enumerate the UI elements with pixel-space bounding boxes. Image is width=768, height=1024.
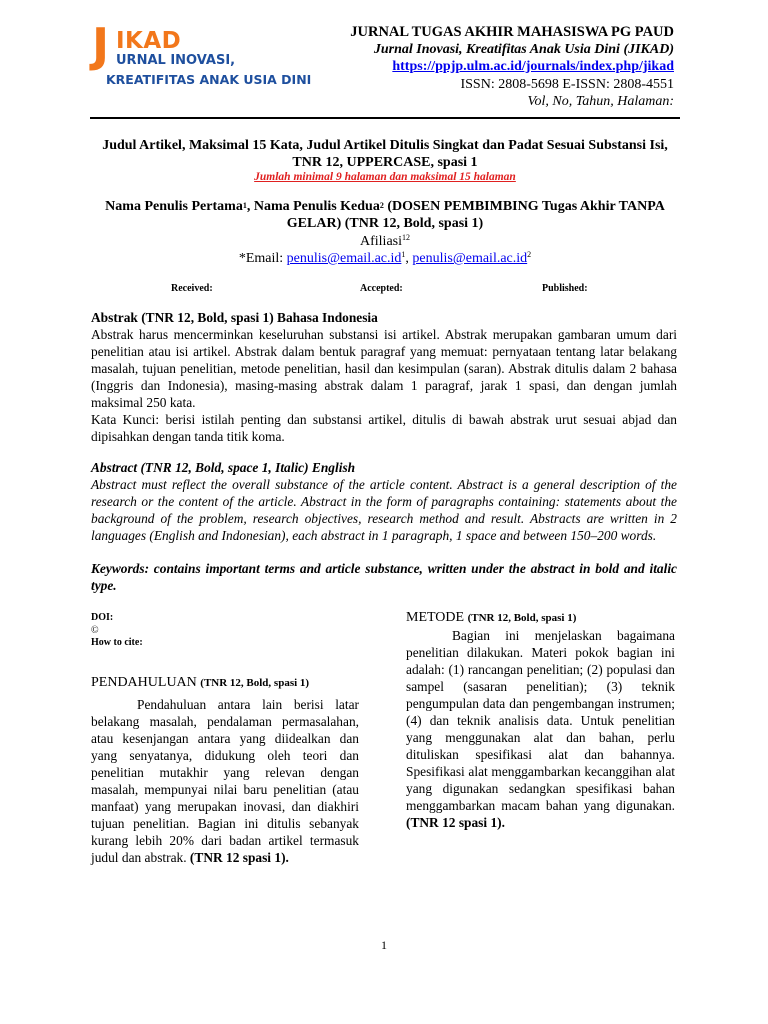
received-label: Received: (171, 283, 213, 294)
email-1-sup: 1 (401, 250, 406, 259)
page-count-note: Jumlah minimal 9 halaman dan maksimal 15 halaman (254, 171, 516, 183)
pendahuluan-text: Pendahuluan antara lain berisi latar belakang masalah, pendalaman permasalahan, atau kesenjangan antara yang diidealkan dan yang senyatanya, didukung oleh teori dan penelitian mutakhir yang relevan dengan masalah, mempunyai nilai baru penelitian (atau manfaat) yang merupakan inovasi, dan diakhiri tujuan penelitian. Bagian ini ditulis sebanyak kurang lebih 20% dari badan artikel termasuk judul dan abstrak. (91, 697, 359, 865)
journal-name: JURNAL TUGAS AKHIR MAHASISWA PG PAUD (350, 24, 674, 40)
email-link-2[interactable]: penulis@email.ac.id (412, 251, 528, 266)
logo-line-3: KREATIFITAS ANAK USIA DINI (106, 72, 312, 87)
journal-subtitle: Jurnal Inovasi, Kreatifitas Anak Usia Dini (JIKAD) (373, 42, 674, 57)
logo-letter: J (92, 18, 110, 72)
metode-body (406, 627, 675, 831)
email-line (90, 251, 680, 267)
email-label: *Email: (238, 251, 287, 266)
pendahuluan-body (91, 696, 359, 866)
abstrak-heading: Abstrak (TNR 12, Bold, spasi 1) Bahasa Indonesia (91, 310, 378, 325)
author-note: (DOSEN PEMBIMBING Tugas Akhir TANPA GELAR) (TNR 12, Bold, spasi 1) (286, 199, 665, 231)
email-2-sup: 2 (527, 250, 532, 259)
author-line (90, 198, 680, 232)
logo-line-2: URNAL INOVASI, (116, 53, 236, 68)
journal-logo (92, 18, 312, 98)
kata-kunci: Kata Kunci: berisi istilah penting dan substansi artikel, ditulis di bawah abstrak urut sesuai abjad dan dipisahkan dengan tanda titik koma. (91, 412, 677, 444)
author-2: , Nama Penulis Kedua (246, 199, 380, 214)
article-title: Judul Artikel, Maksimal 15 Kata, Judul Artikel Ditulis Singkat dan Padat Sesuai Substansi Isi, TNR 12, UPPERCASE, spasi 1 (102, 138, 668, 170)
abstract-body: Abstract must reflect the overall substance of the article content. Abstract is a general description of the research or the content of the article. Abstract in the form of paragraphs containing: statements about the background of the problem, research objectives, research method and result. Abstracts are written in 2 languages (English and Indonesian), each abstract in 1 paragraph, 1 space and between 150–200 words. (91, 477, 677, 543)
issn-line: ISSN: 2808-5698 E-ISSN: 2808-4551 (460, 77, 674, 92)
pendahuluan-title: PENDAHULUAN (91, 675, 197, 690)
volume-line: Vol, No, Tahun, Halaman: (527, 94, 674, 109)
how-to-cite-label: How to cite: (91, 637, 143, 648)
pendahuluan-tag: (TNR 12, Bold, spasi 1) (200, 677, 310, 689)
published-label: Published: (542, 283, 588, 294)
affiliation-sup: 12 (402, 233, 410, 242)
accepted-label: Accepted: (360, 283, 403, 294)
metode-note: (TNR 12 spasi 1). (406, 815, 505, 830)
metode-title: METODE (406, 610, 465, 625)
header-divider (90, 117, 680, 119)
page-number: 1 (381, 938, 387, 952)
pendahuluan-heading (91, 675, 309, 691)
journal-url-link[interactable]: https://ppjp.ulm.ac.id/journals/index.php/jikad (392, 59, 674, 74)
abstract-heading: Abstract (TNR 12, Bold, space 1, Italic) English (91, 460, 356, 475)
copyright-symbol: © (91, 625, 99, 636)
author-1-sup: 1 (242, 201, 247, 210)
metode-text: Bagian ini menjelaskan bagaimana penelitian dilakukan. Materi pokok bagian ini adalah: (1) rancangan penelitian; (2) populasi dan sampel (sasaran penelitian); (3) teknik pengumpulan data dan pengembangan instrumen; (4) dan teknik analisis data. Untuk penelitian yang menggunakan alat dan bahan, perlu dituliskan spesifikasi alat dan bahannya. Spesifikasi alat menggambarkan kecanggihan alat yang digunakan sedangkan spesifikasi bahan menggambarkan macam bahan yang digunakan. (406, 628, 675, 813)
pendahuluan-note: (TNR 12 spasi 1). (189, 850, 289, 865)
logo-word: IKAD (116, 28, 182, 54)
metode-tag: (TNR 12, Bold, spasi 1) (467, 612, 577, 624)
metode-heading (406, 610, 576, 626)
email-link-1[interactable]: penulis@email.ac.id (286, 251, 402, 266)
abstrak-body: Abstrak harus mencerminkan keseluruhan substansi isi artikel. Abstrak merupakan gambaran umum dari penelitian atau isi artikel. Abstrak dalam bentuk paragraf yang memuat: pernyataan tentang latar belakang masalah, tujuan penelitian, metode penelitian, hasil dan kesimpulan (saran). Abstrak ditulis dalam 2 bahasa (Inggris dan Indonesia), masing-masing abstrak dalam 1 paragraf, jarak 1 spasi, dan dengan jumlah maksimal 250 kata. (91, 327, 677, 410)
affiliation-text: Afiliasi (360, 234, 402, 249)
email-separator: , (405, 251, 413, 266)
affiliation (90, 234, 680, 250)
author-1: Nama Penulis Pertama (105, 199, 243, 214)
doi-label: DOI: (91, 612, 114, 623)
keywords: Keywords: contains important terms and article substance, written under the abstract in bold and italic type. (91, 561, 677, 593)
author-2-sup: 2 (379, 201, 384, 210)
